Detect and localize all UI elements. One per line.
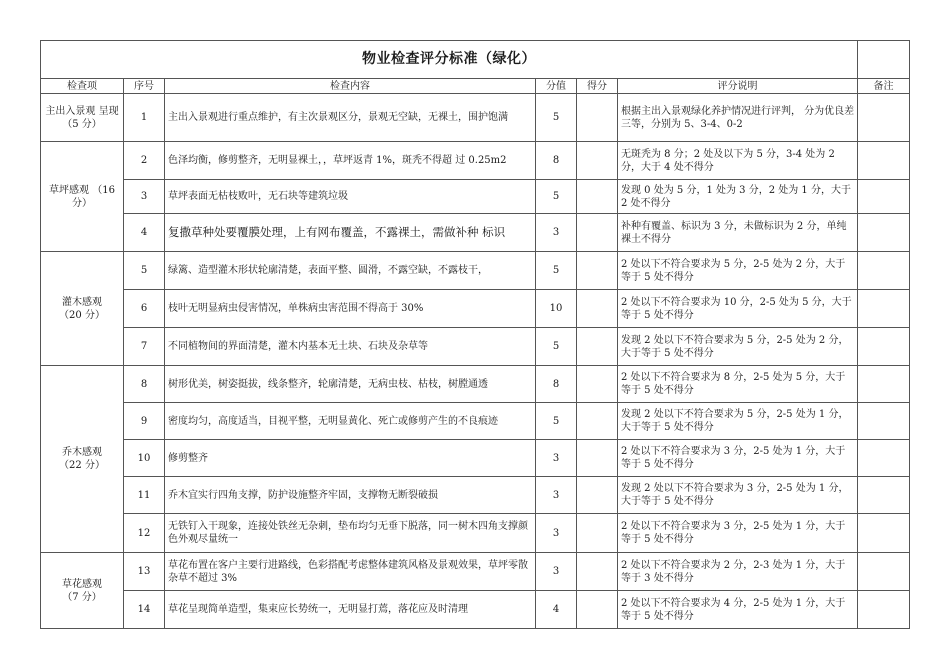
- title-side-cell: [858, 41, 910, 79]
- table-row: [41, 477, 910, 514]
- row-score: 5: [536, 328, 577, 366]
- score-table: [40, 40, 910, 629]
- row-content: 绿篱、造型灌木形状轮廓清楚，表面平整、圆滑，不露空缺，不露枝干，: [165, 252, 536, 290]
- row-note[interactable]: [858, 477, 910, 514]
- row-got[interactable]: [577, 252, 618, 290]
- row-score: 3: [536, 553, 577, 591]
- header-desc: 评分说明: [618, 79, 858, 94]
- row-note[interactable]: [858, 252, 910, 290]
- row-desc: 2 处以下不符合要求为 3 分，2-5 处为 1 分，大于等于 5 处不得分: [618, 514, 858, 553]
- row-note[interactable]: [858, 440, 910, 477]
- row-desc: 发现 2 处以下不符合要求为 5 分，2-5 处为 2 分，大于等于 5 处不得分: [618, 328, 858, 366]
- row-desc: 发现 2 处以下不符合要求为 3 分，2-5 处为 1 分，大于等于 5 处不得分: [618, 477, 858, 514]
- row-content: 不同植物间的界面清楚，灌木内基本无土块、石块及杂草等: [165, 328, 536, 366]
- header-item: 检查项: [41, 79, 124, 94]
- row-got[interactable]: [577, 180, 618, 214]
- row-seq: 8: [124, 366, 165, 403]
- row-seq: 3: [124, 180, 165, 214]
- header-score: 分值: [536, 79, 577, 94]
- table-row: [41, 142, 910, 180]
- row-got[interactable]: [577, 591, 618, 629]
- table-row: [41, 290, 910, 328]
- table-row: [41, 180, 910, 214]
- table-row: [41, 214, 910, 252]
- score-sheet: [40, 40, 910, 629]
- row-content: 草坪表面无枯枝败叶，无石块等建筑垃圾: [165, 180, 536, 214]
- row-note[interactable]: [858, 553, 910, 591]
- row-note[interactable]: [858, 591, 910, 629]
- row-got[interactable]: [577, 366, 618, 403]
- row-note[interactable]: [858, 328, 910, 366]
- row-got[interactable]: [577, 214, 618, 252]
- row-note[interactable]: [858, 94, 910, 142]
- row-desc: 2 处以下不符合要求为 4 分，2-5 处为 1 分，大于等于 5 处不得分: [618, 591, 858, 629]
- row-content: 复撒草种处要覆膜处理，上有网布覆盖，不露裸土，需做补种 标识: [165, 214, 536, 252]
- row-seq: 9: [124, 403, 165, 440]
- row-content: 草花布置在客户主要行进路线，色彩搭配考虑整体建筑风格及景观效果，草坪零散杂草不超过 3%: [165, 553, 536, 591]
- row-desc: 根据主出入景观绿化养护情况进行评判， 分为优良差三等，分别为 5、3-4、0-2: [618, 94, 858, 142]
- row-desc: 2 处以下不符合要求为 2 分，2-3 处为 1 分，大于等于 3 处不得分: [618, 553, 858, 591]
- row-seq: 12: [124, 514, 165, 553]
- group-label: 乔木感观 （22 分）: [41, 366, 124, 553]
- page-title: 物业检查评分标准（绿化）: [41, 41, 858, 79]
- table-row: [41, 440, 910, 477]
- row-score: 3: [536, 214, 577, 252]
- row-desc: 发现 0 处为 5 分，1 处为 3 分，2 处为 1 分，大于 2 处不得分: [618, 180, 858, 214]
- row-seq: 13: [124, 553, 165, 591]
- header-content: 检查内容: [165, 79, 536, 94]
- row-score: 3: [536, 440, 577, 477]
- row-got[interactable]: [577, 553, 618, 591]
- row-got[interactable]: [577, 440, 618, 477]
- row-got[interactable]: [577, 328, 618, 366]
- table-row: [41, 252, 910, 290]
- group-label: 草坪感观 （16 分）: [41, 142, 124, 252]
- table-row: [41, 553, 910, 591]
- row-note[interactable]: [858, 366, 910, 403]
- table-row: [41, 94, 910, 142]
- row-desc: 2 处以下不符合要求为 10 分，2-5 处为 5 分，大于等于 5 处不得分: [618, 290, 858, 328]
- row-seq: 14: [124, 591, 165, 629]
- row-score: 8: [536, 142, 577, 180]
- row-content: 树形优美，树姿挺拔，线条整齐，轮廓清楚，无病虫枝、枯枝，树膛通透: [165, 366, 536, 403]
- row-content: 主出入景观进行重点维护，有主次景观区分，景观无空缺，无裸土，围护饱满: [165, 94, 536, 142]
- row-content: 修剪整齐: [165, 440, 536, 477]
- row-note[interactable]: [858, 180, 910, 214]
- row-got[interactable]: [577, 94, 618, 142]
- row-content: 密度均匀，高度适当，目视平整，无明显黄化、死亡或修剪产生的不良痕迹: [165, 403, 536, 440]
- row-score: 5: [536, 180, 577, 214]
- header-seq: 序号: [124, 79, 165, 94]
- row-score: 5: [536, 252, 577, 290]
- table-row: [41, 403, 910, 440]
- row-got[interactable]: [577, 477, 618, 514]
- row-note[interactable]: [858, 142, 910, 180]
- row-desc: 2 处以下不符合要求为 3 分，2-5 处为 1 分，大于等于 5 处不得分: [618, 440, 858, 477]
- header-note: 备注: [858, 79, 910, 94]
- row-content: 草花呈现简单造型，集束应长势统一，无明显打蔫，落花应及时清理: [165, 591, 536, 629]
- row-seq: 11: [124, 477, 165, 514]
- group-label: 灌木感观 （20 分）: [41, 252, 124, 366]
- row-score: 10: [536, 290, 577, 328]
- header-row: [41, 79, 910, 94]
- row-seq: 1: [124, 94, 165, 142]
- row-seq: 4: [124, 214, 165, 252]
- group-label: 草花感观 （7 分）: [41, 553, 124, 629]
- row-desc: 补种有覆盖、标识为 3 分，未做标识为 2 分，单纯裸土不得分: [618, 214, 858, 252]
- row-score: 3: [536, 514, 577, 553]
- row-content: 乔木宜实行四角支撑，防护设施整齐牢固，支撑物无断裂破损: [165, 477, 536, 514]
- row-seq: 7: [124, 328, 165, 366]
- row-seq: 5: [124, 252, 165, 290]
- row-content: 无铁钉入干现象，连接处铁丝无杂刺，垫布均匀无垂下脱落，同一树木四角支撑颜色外观尽量统一: [165, 514, 536, 553]
- table-row: [41, 591, 910, 629]
- row-note[interactable]: [858, 214, 910, 252]
- row-note[interactable]: [858, 403, 910, 440]
- header-got: 得分: [577, 79, 618, 94]
- row-seq: 10: [124, 440, 165, 477]
- row-desc: 发现 2 处以下不符合要求为 5 分，2-5 处为 1 分，大于等于 5 处不得分: [618, 403, 858, 440]
- table-row: [41, 366, 910, 403]
- row-got[interactable]: [577, 514, 618, 553]
- row-note[interactable]: [858, 514, 910, 553]
- table-row: [41, 328, 910, 366]
- row-score: 3: [536, 477, 577, 514]
- row-seq: 2: [124, 142, 165, 180]
- row-score: 5: [536, 403, 577, 440]
- row-score: 5: [536, 94, 577, 142]
- row-desc: 无斑秃为 8 分；2 处及以下为 5 分，3-4 处为 2 分，大于 4 处不得分: [618, 142, 858, 180]
- row-got[interactable]: [577, 403, 618, 440]
- row-got[interactable]: [577, 142, 618, 180]
- row-content: 枝叶无明显病虫侵害情况，单株病虫害范围不得高于 30%: [165, 290, 536, 328]
- row-got[interactable]: [577, 290, 618, 328]
- row-desc: 2 处以下不符合要求为 5 分，2-5 处为 2 分，大于等于 5 处不得分: [618, 252, 858, 290]
- row-score: 4: [536, 591, 577, 629]
- row-note[interactable]: [858, 290, 910, 328]
- table-row: [41, 514, 910, 553]
- row-content: 色泽均衡，修剪整齐，无明显裸土，，草坪返青 1%，斑秃不得超 过 0.25m2: [165, 142, 536, 180]
- row-desc: 2 处以下不符合要求为 8 分，2-5 处为 5 分，大于等于 5 处不得分: [618, 366, 858, 403]
- row-score: 8: [536, 366, 577, 403]
- row-seq: 6: [124, 290, 165, 328]
- group-label: 主出入景观 呈现 （5 分）: [41, 94, 124, 142]
